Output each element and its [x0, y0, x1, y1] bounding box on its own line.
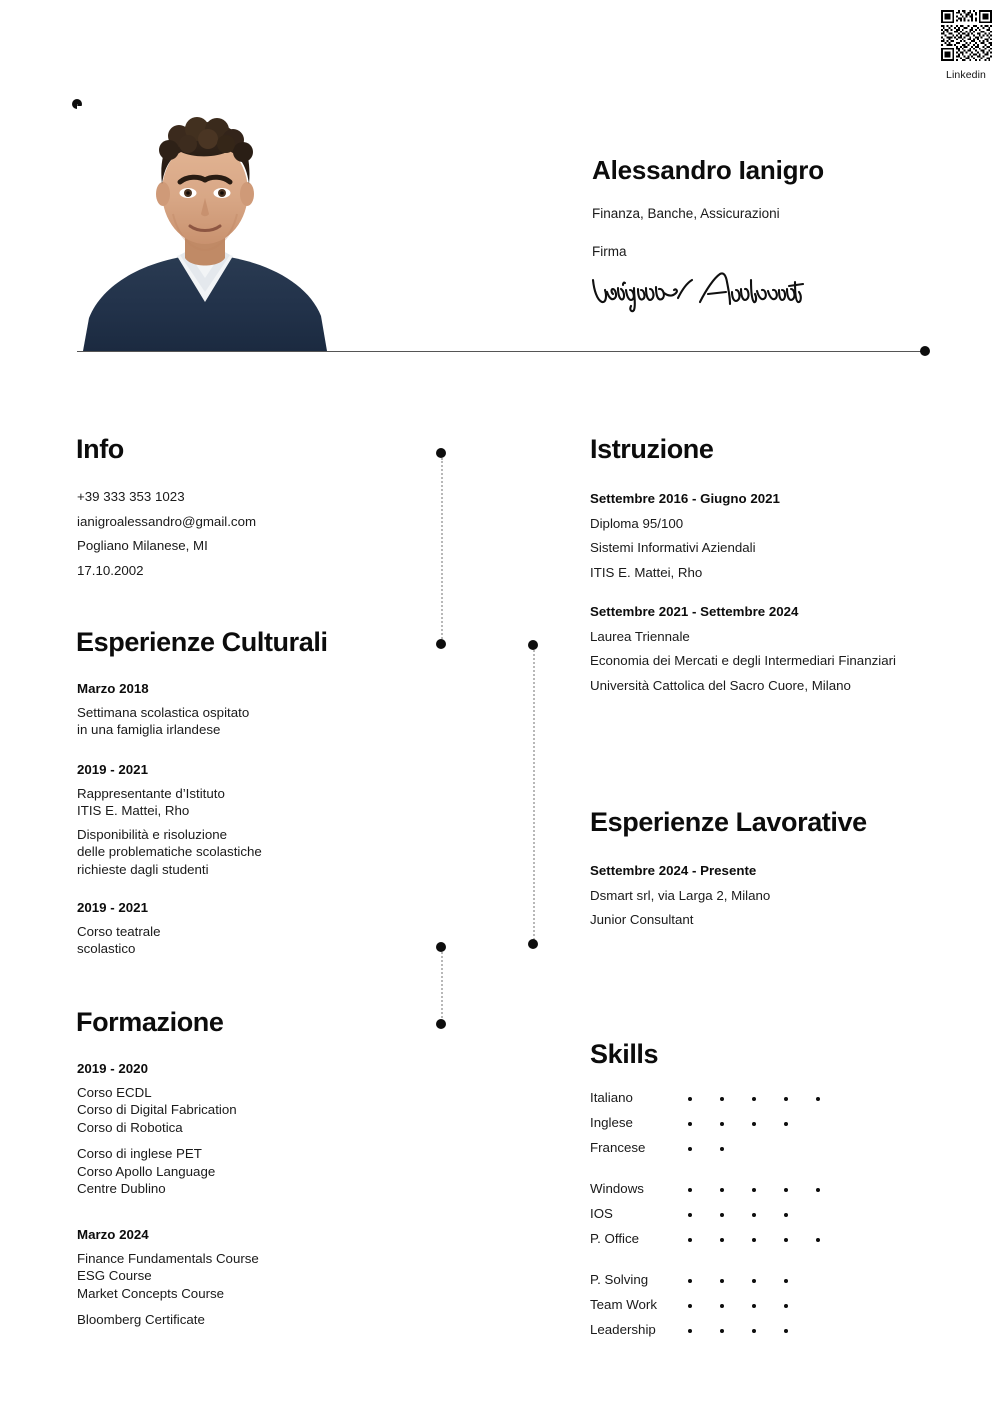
linkedin-qr-block[interactable] [935, 8, 997, 81]
info-content [77, 485, 256, 583]
section-title-istruzione: Istruzione [590, 434, 714, 464]
skills-list [590, 1088, 850, 1345]
formazione-entry-2-line-1: Finance Fundamentals Course [77, 1250, 259, 1266]
skill-rating-dot [688, 1238, 692, 1242]
skill-row [590, 1088, 850, 1113]
skill-rating-dot [784, 1097, 788, 1101]
section-title-skills: Skills [590, 1039, 659, 1069]
formazione-entry-1 [77, 1060, 237, 1198]
skill-label: IOS [590, 1206, 613, 1221]
skill-row [590, 1113, 850, 1138]
istruzione-entry-1-line-1: Diploma 95/100 [590, 515, 684, 531]
connector-dot-left-b-bottom [436, 1019, 446, 1029]
skill-label: Italiano [590, 1090, 633, 1105]
skill-rating-dot [720, 1304, 724, 1308]
skill-label: P. Solving [590, 1272, 649, 1287]
cultural-entry-1-period: Marzo 2018 [77, 681, 149, 696]
skill-rating-dot [720, 1238, 724, 1242]
skill-rating-dot [784, 1279, 788, 1283]
cultural-entry-2-detail-2: delle problematiche scolastiche [77, 844, 262, 859]
info-location: Pogliano Milanese, MI [77, 538, 208, 554]
cultural-entry-2-detail-3: richieste dagli studenti [77, 861, 209, 877]
timeline-horizontal-line [77, 351, 925, 352]
header-subtitle: Finanza, Banche, Assicurazioni [592, 206, 780, 221]
connector-line-right [533, 650, 535, 940]
skill-rating-dot [816, 1188, 820, 1192]
connector-dot-left-a-bottom [436, 639, 446, 649]
cultural-entry-3-period: 2019 - 2021 [77, 900, 148, 915]
istruzione-entry-2 [590, 600, 896, 698]
skill-rating-dot [720, 1213, 724, 1217]
formazione-entry-1-detail-3: Centre Dublino [77, 1181, 166, 1196]
skill-rating-dot [752, 1122, 756, 1126]
skill-rating-dot [752, 1097, 756, 1101]
cultural-entry-1-line-2: in una famiglia irlandese [77, 722, 221, 737]
section-title-esperienze-culturali: Esperienze Culturali [76, 627, 328, 657]
istruzione-entry-1-line-3: ITIS E. Mattei, Rho [590, 564, 703, 580]
istruzione-entry-1 [590, 487, 780, 585]
skill-rating-dot [688, 1329, 692, 1333]
skill-rating-dot [752, 1188, 756, 1192]
skill-row [590, 1179, 850, 1204]
timeline-dot-right [920, 346, 930, 356]
skill-row [590, 1204, 850, 1229]
skill-label: Inglese [590, 1115, 633, 1130]
skill-row [590, 1229, 850, 1254]
lavorative-entry-1-line-1: Dsmart srl, via Larga 2, Milano [590, 887, 771, 903]
formazione-entry-1-period: 2019 - 2020 [77, 1061, 148, 1076]
cultural-entry-1-line-1: Settimana scolastica ospitato [77, 704, 250, 720]
connector-dot-left-a-top [436, 448, 446, 458]
skill-rating-dot [752, 1329, 756, 1333]
skill-label: Team Work [590, 1297, 657, 1312]
signature-label: Firma [592, 244, 627, 259]
skill-rating-dot [688, 1188, 692, 1192]
skill-rating-dot [688, 1097, 692, 1101]
istruzione-entry-1-period: Settembre 2016 - Giugno 2021 [590, 491, 780, 506]
skill-rating-dot [720, 1122, 724, 1126]
connector-line-left-a [441, 458, 443, 642]
formazione-entry-2 [77, 1226, 259, 1329]
cultural-entry-1 [77, 680, 249, 739]
info-phone: +39 333 353 1023 [77, 489, 185, 504]
cultural-entry-2-period: 2019 - 2021 [77, 762, 148, 777]
istruzione-entry-2-line-3: Università Cattolica del Sacro Cuore, Milano [590, 677, 851, 693]
istruzione-entry-2-period: Settembre 2021 - Settembre 2024 [590, 604, 799, 619]
skill-rating-dot [720, 1279, 724, 1283]
skill-rating-dot [720, 1188, 724, 1192]
formazione-entry-1-detail-2: Corso Apollo Language [77, 1163, 216, 1179]
skill-rating-dot [688, 1279, 692, 1283]
skill-rating-dot [784, 1122, 788, 1126]
istruzione-entry-2-line-1: Laurea Triennale [590, 628, 690, 644]
profile-photo [77, 106, 333, 351]
skill-rating-dot [688, 1304, 692, 1308]
skill-rating-dot [784, 1329, 788, 1333]
skill-label: Windows [590, 1181, 644, 1196]
lavorative-entry-1-period: Settembre 2024 - Presente [590, 863, 757, 878]
formazione-entry-1-line-1: Corso ECDL [77, 1084, 152, 1100]
istruzione-entry-1-line-2: Sistemi Informativi Aziendali [590, 540, 756, 556]
skill-rating-dot [752, 1304, 756, 1308]
skill-rating-dot [720, 1097, 724, 1101]
cultural-entry-2-line-1: Rappresentante d’Istituto [77, 785, 225, 801]
skill-rating-dot [688, 1122, 692, 1126]
cultural-entry-2 [77, 761, 262, 878]
skill-row [590, 1138, 850, 1163]
formazione-entry-1-line-3: Corso di Robotica [77, 1119, 183, 1135]
info-email: ianigroalessandro@gmail.com [77, 513, 257, 529]
section-title-info: Info [76, 434, 124, 464]
formazione-entry-1-detail-1: Corso di inglese PET [77, 1146, 202, 1161]
skill-label: Leadership [590, 1322, 656, 1337]
formazione-entry-1-line-2: Corso di Digital Fabrication [77, 1102, 237, 1117]
skill-rating-dot [720, 1147, 724, 1151]
skill-row [590, 1295, 850, 1320]
skill-rating-dot [784, 1238, 788, 1242]
cultural-entry-2-line-2: ITIS E. Mattei, Rho [77, 803, 190, 818]
skill-rating-dot [720, 1329, 724, 1333]
signature-image [590, 268, 805, 313]
connector-dot-right-top [528, 640, 538, 650]
skill-label: P. Office [590, 1231, 640, 1246]
formazione-entry-2-period: Marzo 2024 [77, 1227, 149, 1242]
skill-rating-dot [752, 1213, 756, 1217]
skill-rating-dot [784, 1188, 788, 1192]
skill-rating-dot [816, 1238, 820, 1242]
info-birthdate: 17.10.2002 [77, 562, 144, 578]
formazione-entry-2-line-3: Market Concepts Course [77, 1285, 225, 1301]
skill-rating-dot [752, 1238, 756, 1242]
lavorative-entry-1 [590, 859, 770, 933]
skills-group-spacer [590, 1254, 850, 1270]
skill-row [590, 1320, 850, 1345]
formazione-entry-2-line-2: ESG Course [77, 1268, 152, 1283]
skill-rating-dot [784, 1213, 788, 1217]
skill-rating-dot [816, 1097, 820, 1101]
section-title-formazione: Formazione [76, 1007, 224, 1037]
connector-dot-right-bottom [528, 939, 538, 949]
cultural-entry-3-line-2: scolastico [77, 941, 136, 956]
skill-label: Francese [590, 1140, 646, 1155]
cultural-entry-3 [77, 899, 161, 958]
section-title-esperienze-lavorative: Esperienze Lavorative [590, 807, 867, 837]
connector-line-left-b [441, 952, 443, 1018]
qr-code-icon[interactable] [939, 8, 994, 63]
lavorative-entry-1-line-2: Junior Consultant [590, 912, 694, 928]
skill-rating-dot [784, 1304, 788, 1308]
connector-dot-left-b-top [436, 942, 446, 952]
skill-rating-dot [752, 1279, 756, 1283]
skills-group-spacer [590, 1163, 850, 1179]
linkedin-label: Linkedin [946, 69, 986, 81]
skill-rating-dot [688, 1147, 692, 1151]
istruzione-entry-2-line-2: Economia dei Mercati e degli Intermediari Finanziari [590, 653, 896, 669]
formazione-entry-2-detail-1: Bloomberg Certificate [77, 1312, 205, 1327]
cultural-entry-3-line-1: Corso teatrale [77, 923, 161, 939]
cultural-entry-2-detail-1: Disponibilità e risoluzione [77, 826, 228, 842]
page-title: Alessandro Ianigro [592, 155, 824, 185]
skill-rating-dot [688, 1213, 692, 1217]
skill-row [590, 1270, 850, 1295]
